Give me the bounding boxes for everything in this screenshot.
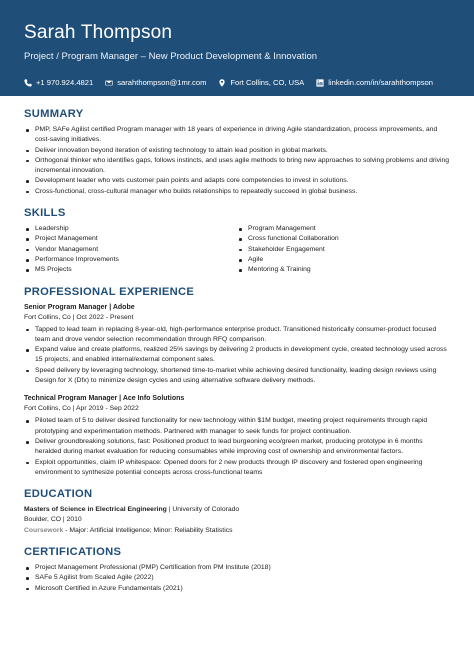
skills-heading: SKILLS <box>24 207 66 220</box>
contact-location <box>218 78 304 87</box>
skills-right-column <box>237 224 450 275</box>
linkedin-text: linkedin.com/in/sarahthompson <box>328 78 433 87</box>
job-bullets <box>24 416 450 478</box>
resume-body <box>0 96 474 594</box>
list-item: Speed delivery by leveraging technology, shortened time-to-market while achieving desired functionality, leading design reviews using Design for X (Dfx) to minimize design cycles and using alternative software delivery methods. <box>24 366 450 387</box>
skill-item: Vendor Management <box>24 245 237 255</box>
candidate-title: Project / Program Manager – New Product Development & Innovation <box>24 51 318 62</box>
contact-email[interactable] <box>105 78 206 87</box>
school-name: | University of Colorado <box>166 506 240 514</box>
list-item: Deliver innovation beyond iteration of existing technology to attain lead position in global markets. <box>24 146 450 156</box>
job-meta: Fort Collins, Co | Oct 2022 - Present <box>24 313 134 321</box>
contact-bar <box>24 78 450 87</box>
job-title: Technical Program Manager | Ace Info Solutions <box>24 395 185 403</box>
certifications-heading: CERTIFICATIONS <box>24 546 122 559</box>
skill-item: Performance Improvements <box>24 255 237 265</box>
contact-phone[interactable] <box>24 78 93 87</box>
job-bullets <box>24 325 450 387</box>
list-item: Cross-functional, cross-cultural manager who builds relationships to repeatedly succeed in global business. <box>24 187 450 197</box>
summary-heading: SUMMARY <box>24 108 84 120</box>
skill-item: Agile <box>237 255 450 265</box>
list-item: Piloted team of 5 to deliver desired functionality for new technology within $1M budget, meeting project requirements through rapid prototyping and experimentation methods. Partnered with manager to seek funds for project continuation. <box>24 416 450 437</box>
education-meta: Boulder, CO | 2010 <box>24 516 82 524</box>
skill-item: MS Projects <box>24 265 237 275</box>
skill-item: Mentoring & Training <box>237 265 450 275</box>
skill-item: Program Management <box>237 224 450 234</box>
summary-list <box>24 125 450 197</box>
skill-item: Project Management <box>24 234 237 244</box>
list-item: Development leader who vets customer pain points and adapts core competencies to invest in solutions. <box>24 176 450 186</box>
degree-name: Masters of Science in Electrical Engineering <box>24 506 167 514</box>
skills-left-column <box>24 224 237 275</box>
email-icon <box>105 79 113 87</box>
resume-header <box>0 0 474 96</box>
list-item: Tapped to lead team in replacing 8-year-old, high-performance enterprise product. Transitioned historically consumer-product focused team and drove vendor selection recommendation through RFQ comparison. <box>24 325 450 346</box>
contact-linkedin[interactable] <box>316 78 433 87</box>
candidate-name: Sarah Thompson <box>24 22 173 43</box>
phone-text: +1 970.924.4821 <box>36 78 94 87</box>
skill-item: Stakeholder Engagement <box>237 245 450 255</box>
skill-item: Leadership <box>24 224 237 234</box>
location-icon <box>218 79 226 87</box>
email-text: sarahthompson@1mr.com <box>117 78 207 87</box>
list-item: SAFe 5 Agilist from Scaled Agile (2022) <box>24 573 450 583</box>
list-item: Orthogonal thinker who identifies gaps, follows instincts, and uses agile methods to bring new approaches to solving problems and driving incremental innovation. <box>24 156 450 177</box>
skill-item: Cross functional Collaboration <box>237 234 450 244</box>
job-entry <box>24 394 450 478</box>
coursework-text: - Major: Artificial Intelligence; Minor: Reliability Statistics <box>63 526 233 534</box>
education-heading: EDUCATION <box>24 488 93 501</box>
linkedin-icon <box>316 79 324 87</box>
education-degree-line <box>24 505 450 515</box>
list-item: PMP, SAFe Agilist certified Program manager with 18 years of experience in driving Agile standardization, process improvements, and cost-saving initiatives. <box>24 125 450 146</box>
phone-icon <box>24 79 32 87</box>
certifications-list <box>24 563 450 594</box>
list-item: Deliver groundbreaking solutions, fast: Positioned product to lead burgeoning eco/green market, producing prototype in 6 months heralded during market evaluation for reducing consumables while improving cost of ownership and environmental factors. <box>24 437 450 458</box>
list-item: Exploit opportunities, claim IP whitespace: Opened doors for 2 new products through IP discovery and fostered open engineering environment to synthesize potential concepts across cross-functional teams <box>24 458 450 479</box>
list-item: Microsoft Certified in Azure Fundamentals (2021) <box>24 584 450 594</box>
list-item: Project Management Professional (PMP) Certification from PM Institute (2018) <box>24 563 450 573</box>
list-item: Expand value and create platforms, realized 25% savings by delivering 2 products in development cycle, created technology used across 15 projects, and enabled internal/external component sales. <box>24 345 450 366</box>
job-entry <box>24 303 450 387</box>
job-title: Senior Program Manager | Adobe <box>24 303 135 311</box>
job-meta: Fort Collins, Co | Apr 2019 - Sep 2022 <box>24 405 139 413</box>
skills-grid <box>24 224 450 275</box>
location-text: Fort Collins, CO, USA <box>230 78 305 87</box>
coursework-line <box>24 526 450 536</box>
experience-heading: PROFESSIONAL EXPERIENCE <box>24 285 195 298</box>
coursework-label: Coursework <box>24 526 64 534</box>
